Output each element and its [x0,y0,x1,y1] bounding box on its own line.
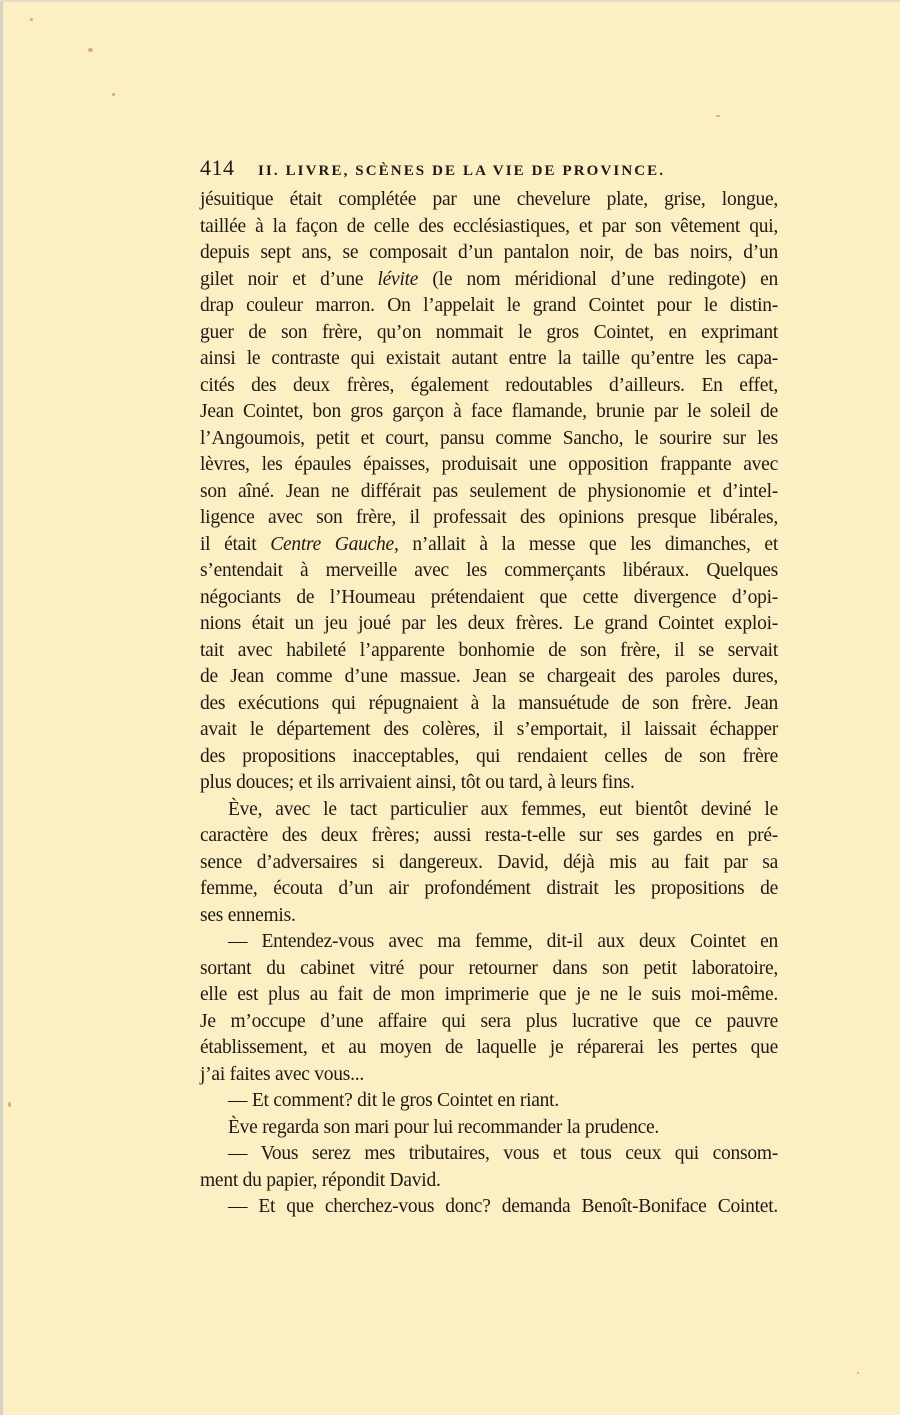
text-line: de Jean comme d’une massue. Jean se chargeait des paroles dures, [200,666,778,687]
body-text [200,187,778,1221]
text-line: caractère des deux frères; aussi resta-t-elle sur ses gardes en pré- [200,825,778,846]
text-line: — Et comment? dit le gros Cointet en riant. [228,1090,559,1111]
text-line: sortant du cabinet vitré pour retourner dans son petit laboratoire, [200,957,778,979]
text-line: ses ennemis. [200,904,296,926]
paper-speck [112,93,115,96]
text-line: lèvres, les épaules épaisses, produisait une opposition frappante avec [200,454,778,475]
text-line: ligence avec son frère, il professait des opinions presque libérales, [200,507,778,528]
running-title: II. LIVRE, SCÈNES DE LA VIE DE PROVINCE. [258,163,666,179]
text-line: établissement, et au moyen de laquelle je réparerai les pertes que [200,1037,778,1058]
paper-speck [88,48,93,52]
text-run: (le nom méridional d’une redingote) en [418,268,778,290]
paper-speck [30,18,33,21]
text-line: ment du papier, répondit David. [200,1169,441,1191]
text-line [200,267,778,294]
italic-term: lévite [377,268,419,290]
text-run: il était [200,533,271,555]
text-run: gilet noir et d’une [200,268,378,290]
paper-speck [857,1372,859,1374]
page-number: 414 [200,155,235,180]
text-line: Je m’occupe d’une affaire qui sera plus lucrative que ce pauvre [200,1010,778,1032]
text-line: négociants de l’Houmeau prétendaient que cette divergence d’opi- [200,586,778,608]
text-line: Ève regarda son mari pour lui recommander la prudence. [228,1116,660,1138]
text-line: j’ai faites avec vous... [200,1063,365,1085]
page-text-block [200,155,778,1221]
text-line: jésuitique était complétée par une chevelure plate, grise, longue, [200,189,778,210]
text-line: plus douces; et ils arrivaient ainsi, tôt ou tard, à leurs fins. [200,772,635,793]
text-line: drap couleur marron. On l’appelait le grand Cointet pour le distin- [200,295,778,316]
text-line: cités des deux frères, également redoutables d’ailleurs. En effet, [200,374,778,396]
paper-speck [8,1102,11,1107]
text-line [200,532,778,559]
text-line: elle est plus au fait de mon imprimerie que je ne le suis moi-même. [200,984,778,1005]
text-line: depuis sept ans, se composait d’un pantalon noir, de bas noirs, d’un [200,242,778,263]
text-line: nions était un jeu joué par les deux frères. Le grand Cointet exploi- [200,613,778,634]
text-run: , n’allait à la messe que les dimanches, et [393,533,778,555]
paper-speck [716,115,720,117]
text-line: sence d’adversaires si dangereux. David, déjà mis au fait par sa [200,851,778,873]
text-line: des propositions inacceptables, qui rendaient celles de son frère [200,745,778,767]
running-head [200,155,778,187]
text-line: femme, écouta d’un air profondément distrait les propositions de [200,878,778,899]
text-line: Jean Cointet, bon gros garçon à face flamande, brunie par le soleil de [200,401,778,422]
italic-term: Centre Gauche [270,533,394,555]
text-line: l’Angoumois, petit et court, pansu comme Sancho, le sourire sur les [200,427,778,449]
text-line: s’entendait à merveille avec les commerçants libéraux. Quelques [200,560,778,581]
text-line: — Et que cherchez-vous donc? demanda Benoît-Boniface Cointet. [228,1196,778,1217]
text-line: — Entendez-vous avec ma femme, dit-il aux deux Cointet en [228,931,778,952]
text-line: guer de son frère, qu’on nommait le gros Cointet, en exprimant [200,321,778,343]
text-line: Ève, avec le tact particulier aux femmes, eut bientôt deviné le [228,798,778,820]
text-line: avait le département des colères, il s’emportait, il laissait échapper [200,719,778,740]
text-line: — Vous serez mes tributaires, vous et tous ceux qui consom- [228,1143,778,1164]
page-top-edge [0,0,900,2]
text-line: son aîné. Jean ne différait pas seulement de physionomie et d’intel- [200,480,778,502]
text-line: tait avec habileté l’apparente bonhomie de son frère, il se servait [200,639,778,661]
page-left-edge [0,0,3,1415]
text-line: des exécutions qui répugnaient à la mansuétude de son frère. Jean [200,692,778,714]
text-line: ainsi le contraste qui existait autant entre la taille qu’entre les capa- [200,348,778,369]
text-line: taillée à la façon de celle des ecclésiastiques, et par son vêtement qui, [200,215,778,237]
